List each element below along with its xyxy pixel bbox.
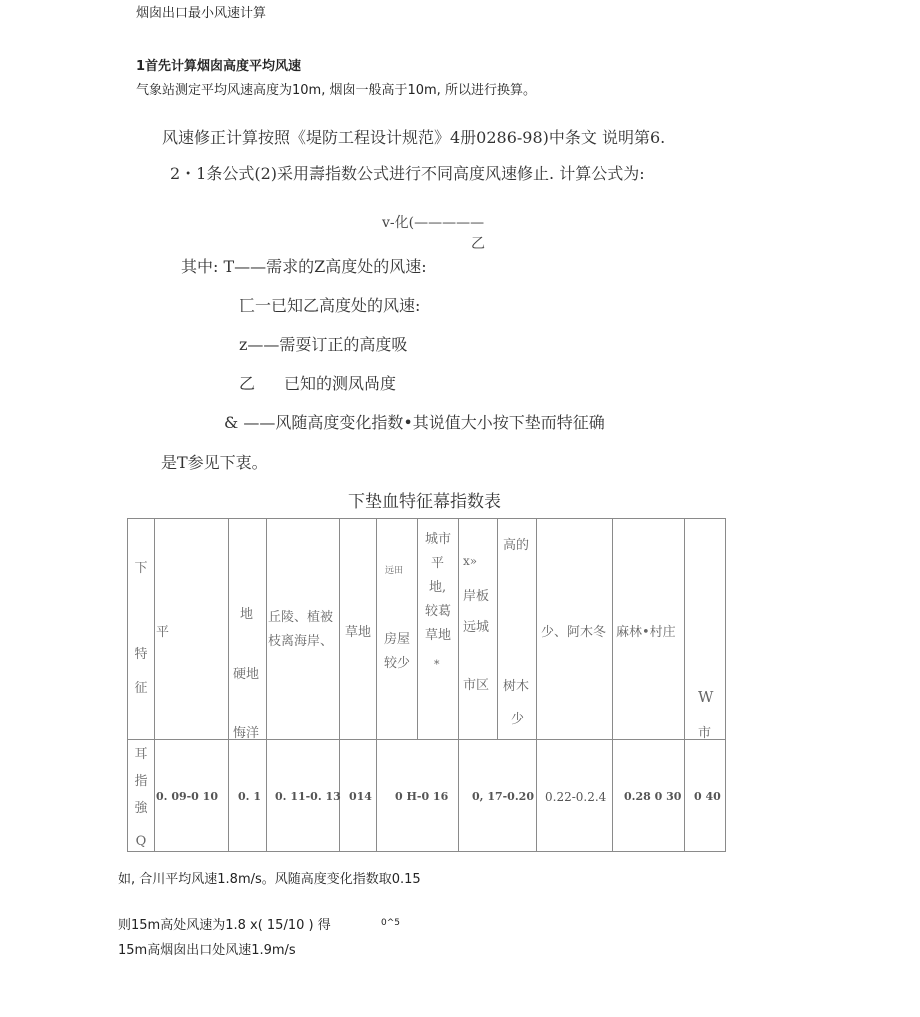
table-col-divider — [684, 518, 685, 852]
header-cell: 少 — [511, 712, 525, 727]
header-cell: 硬地 — [233, 667, 260, 682]
value-cell: 0.22-0.2.4 — [545, 790, 607, 804]
header-cell: 草地 — [345, 625, 372, 640]
header-cell: x» — [463, 554, 478, 568]
value-cell: 014 — [349, 790, 372, 803]
header-col0-char: 特 — [134, 647, 148, 662]
header-cell: 悔洋 — [233, 726, 260, 741]
header-cell: W — [698, 688, 714, 706]
header-cell: 树木 — [503, 679, 530, 694]
header-cell: 远城 — [463, 620, 490, 635]
header-cell: 较少 — [384, 656, 411, 671]
header-cell: 房屋 — [384, 632, 411, 647]
row-label-char: 指 — [134, 774, 148, 789]
value-cell: 0 H-0 16 — [395, 790, 449, 803]
header-cell: 少、阿木冬 — [541, 625, 607, 640]
table-col-divider — [417, 518, 418, 739]
table-col-divider — [154, 518, 155, 852]
header-cell: 城市 — [425, 532, 452, 547]
table-col-divider — [458, 518, 459, 852]
table-col-divider — [266, 518, 267, 852]
value-cell: 0. 11-0. 13 — [275, 790, 341, 803]
page-title: 烟囱出口最小风速计算 — [136, 6, 267, 21]
header-cell: 枝离海岸、 — [268, 634, 334, 649]
header-cell: 丘陵、植被 — [268, 610, 334, 625]
header-cell: 平 — [431, 556, 445, 571]
header-cell: 市区 — [463, 678, 490, 693]
example-line-3: 15m高烟囱出口处风速1.9m/s — [118, 943, 296, 958]
value-cell: 0.28 0 30 — [624, 790, 682, 803]
table-col-divider — [612, 518, 613, 852]
table-col-divider — [228, 518, 229, 852]
header-cell: * — [434, 658, 440, 671]
row-label-char: 耳 — [134, 747, 148, 762]
header-cell: 高的 — [503, 538, 530, 553]
table-col-divider — [497, 518, 498, 739]
header-cell: 麻林•村庄 — [616, 625, 676, 640]
value-cell: 0, 17-0.20 — [472, 790, 534, 803]
definition-3-text: 已知的测凤咼度 — [284, 374, 397, 393]
header-cell: 平 — [156, 625, 170, 640]
definition-1: 匸一已知乙高度处的风速: — [239, 296, 421, 315]
example-exponent: 0^5 — [381, 918, 400, 928]
header-cell: 较葛 — [425, 604, 452, 619]
section-heading: 1首先计算烟囱高度平均风速 — [136, 59, 302, 74]
formula-denominator: 乙 — [471, 236, 485, 252]
example-line-2: 则15m高处风速为1.8 x( 15/10 ) 得 — [118, 918, 331, 933]
value-cell: 0. 09-0 10 — [156, 790, 218, 803]
header-cell: 地, — [429, 580, 447, 595]
table-caption: 下垫血特征幕指数表 — [348, 492, 501, 512]
row-label-char: Q — [135, 834, 147, 849]
definition-2: z——需耍订正的高度吸 — [239, 335, 408, 354]
definition-intro: 其中: T——需求的Z高度处的风速: — [181, 257, 427, 276]
formula-main: v-化(————— — [382, 215, 485, 231]
table-row-divider — [127, 739, 726, 740]
definition-5: 是T参见下衷。 — [161, 453, 268, 472]
table-col-divider — [536, 518, 537, 852]
section-line: 气象站测定平均风速高度为10m, 烟囱一般高于10m, 所以进行换算。 — [136, 83, 536, 98]
header-cell: 草地 — [425, 628, 452, 643]
header-cell: 远田 — [385, 566, 404, 576]
value-cell: 0 40 — [694, 790, 721, 803]
header-cell: 岸板 — [463, 589, 490, 604]
paragraph-line-1: 风速修正计算按照《堤防工程设计规范》4册0286-98)中条文 说明第6. — [162, 128, 666, 147]
header-col0-char: 征 — [134, 681, 148, 696]
exponent-table — [127, 518, 726, 852]
paragraph-line-2: 2・1条公式(2)采用壽指数公式进行不同高度风速修止. 计算公式为: — [170, 164, 645, 183]
definition-3-symbol: 乙 — [239, 374, 256, 393]
header-col0-char: 下 — [134, 561, 148, 576]
header-cell: 市 — [698, 726, 712, 741]
value-cell: 0. 1 — [238, 790, 261, 803]
table-col-divider — [376, 518, 377, 852]
row-label-char: 強 — [134, 801, 148, 816]
header-cell: 地 — [240, 607, 254, 622]
definition-4: & ——风随高度变化指数•其说值大小按下垫而特征确 — [224, 413, 605, 432]
example-line-1: 如, 合川平均风速1.8m/s。风随高度变化指数取0.15 — [118, 872, 421, 887]
